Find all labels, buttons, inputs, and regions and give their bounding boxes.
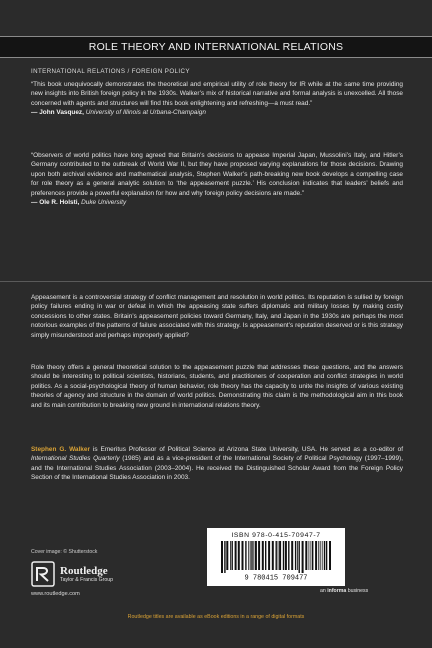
barcode-bar: [232, 541, 233, 570]
informa-suffix: business: [346, 588, 369, 594]
section-divider: [0, 281, 432, 282]
barcode-bar: [285, 541, 287, 570]
barcode-bar: [258, 541, 260, 570]
description-text-2: Role theory offers a general theoretical solution to the appeasement puzzle that addresses these questions, and the answers should be interesting to political scientists, historians, students, and practitioners of cooperation and conflict strategies in world politics. As a social-psychological theory of human behavior, role theory has the capacity to unite the insights of various existing theories of agency and structure in the domain of world politics. Demonstrating this claim is the methodological aim in this book and its main contribution to breaking new ground in international relations theory.: [31, 364, 403, 409]
barcode-bar: [276, 541, 277, 570]
barcode-bar: [302, 541, 304, 573]
description-paragraph-2: [31, 363, 403, 410]
barcode-bar: [268, 541, 270, 570]
series-title-band: [0, 36, 432, 58]
barcode-bar: [324, 541, 325, 570]
ebook-availability-note: Routledge titles are available as eBook editions in a range of digital formats: [127, 614, 305, 620]
barcode-bar: [291, 541, 293, 570]
publisher-text: [60, 565, 113, 584]
review-1: [31, 80, 403, 118]
barcode-bar: [262, 541, 264, 570]
barcode-bar: [312, 541, 313, 570]
series-title: ROLE THEORY AND INTERNATIONAL RELATIONS: [88, 41, 344, 53]
review-2-attribution: [31, 198, 403, 207]
author-bio-text: [31, 445, 403, 483]
informa-prefix: an: [320, 588, 328, 594]
barcode-bar: [245, 541, 246, 570]
barcode-bar: [305, 541, 307, 570]
description-text-1: Appeasement is a controversial strategy of conflict management and resolution in world politics. Its reputation is sullied by foreign policy failures ending in war or defeat in which the appeasing state suffers diplomatic and military losses by making costly concessions to other states. Britain’s appeasement policies toward Germany, Italy, and Japan in the 1930s are perhaps the most notorious examples of the patterns of failure associated with this strategy. Is appeasement’s reputation deserved or is this strategy simply misunderstood and perhaps improperly applied?: [31, 294, 403, 339]
barcode-graphic: [213, 541, 339, 581]
barcode-bar: [297, 541, 298, 570]
publisher-logo: [31, 559, 141, 589]
informa-brand: informa: [327, 588, 347, 594]
barcode-bar: [311, 541, 312, 570]
review-1-quote: “This book unequivocally demonstrates the theoretical and empirical utility of role theory for IR while at the same time providing new insights into British foreign policy in the 1930s. Walker’s mix of historical narrative and formal analysis is unexcelled. All those concerned with agents and structures will find this book enlightening and refreshing—a must read.”: [31, 81, 403, 107]
barcode-bar: [315, 541, 317, 570]
barcode-bar: [278, 541, 279, 570]
barcode-bar: [299, 541, 300, 573]
barcode-bar: [309, 541, 310, 570]
review-2-author: — Ole R. Holsti,: [31, 199, 80, 207]
barcode-bar: [235, 541, 237, 570]
barcode-bar: [320, 541, 321, 570]
barcode-bar: [251, 541, 252, 570]
isbn-barcode: [207, 528, 345, 586]
author-name: Stephen G. Walker: [31, 446, 90, 453]
routledge-bird-icon: [31, 561, 55, 587]
barcode-bar: [242, 541, 244, 570]
barcode-bar: [230, 541, 231, 570]
barcode-bar: [265, 541, 266, 570]
barcode-bar: [226, 541, 228, 570]
publisher-url: www.routledge.com: [31, 591, 80, 597]
author-bio-part-2: (1985) and as a vice-president of the International Society of Political Psychology (1997–1999), and the International Studies Association (2003–2004). He received the Distinguished Scholar Award from the Foreign Policy Section of the International Studies Association in 2003.: [31, 455, 403, 482]
review-1-attribution: [31, 108, 403, 117]
barcode-bar: [283, 541, 284, 570]
isbn-label: ISBN 978-0-415-70947-7: [231, 532, 321, 539]
barcode-bar: [248, 541, 249, 570]
barcode-bar: [224, 541, 225, 573]
barcode-bar: [326, 541, 327, 570]
barcode-bar: [279, 541, 281, 570]
review-1-affiliation: University of Illinois at Urbana-Champaign: [85, 109, 206, 117]
author-bio: [31, 445, 403, 483]
review-2: [31, 151, 403, 207]
barcode-digits: 9 780415 709477: [244, 574, 308, 581]
barcode-bar: [255, 541, 257, 570]
review-2-quote: “Observers of world politics have long agreed that Britain’s decisions to appease Imperial Japan, Mussolini’s Italy, and Hitler’s Germany contributed to the outbreak of World War II, but they have proposed varying explanations for those decisions. Drawing upon both archival evidence and mathematical analysis, Stephen Walker’s path-breaking new book develops a compelling case for role theory as a general analytic solution to ‘the appeasement puzzle.’ His conclusion indicates that leaders’ beliefs and preferences provide a powerful explanation for how and why foreign policy decisions are made.”: [31, 152, 403, 197]
barcode-bar: [318, 541, 319, 570]
description-paragraph-1: [31, 293, 403, 340]
publisher-name: Routledge: [60, 564, 108, 577]
subject-category: INTERNATIONAL RELATIONS / FOREIGN POLICY: [31, 68, 190, 75]
informa-mark: [320, 588, 368, 594]
barcode-bar: [329, 541, 331, 570]
barcode-bar: [322, 541, 323, 570]
publisher-group: Taylor & Francis Group: [60, 576, 114, 583]
barcode-bar: [253, 541, 254, 570]
barcode-bar: [288, 541, 289, 570]
review-1-author: — John Vasquez,: [31, 109, 84, 117]
cover-credit: Cover image: © Shutterstock: [31, 549, 98, 555]
barcode-bar: [295, 541, 296, 570]
barcode-bar: [221, 541, 223, 573]
review-2-affiliation: Duke University: [81, 199, 127, 207]
barcode-bar: [238, 541, 240, 570]
barcode-bar: [272, 541, 274, 570]
barcode-bar: [250, 541, 251, 570]
author-journal: International Studies Quarterly: [31, 455, 120, 463]
author-bio-part-1: is Emeritus Professor of Political Science at Arizona State University, USA. He served as a co-editor of: [89, 446, 403, 453]
